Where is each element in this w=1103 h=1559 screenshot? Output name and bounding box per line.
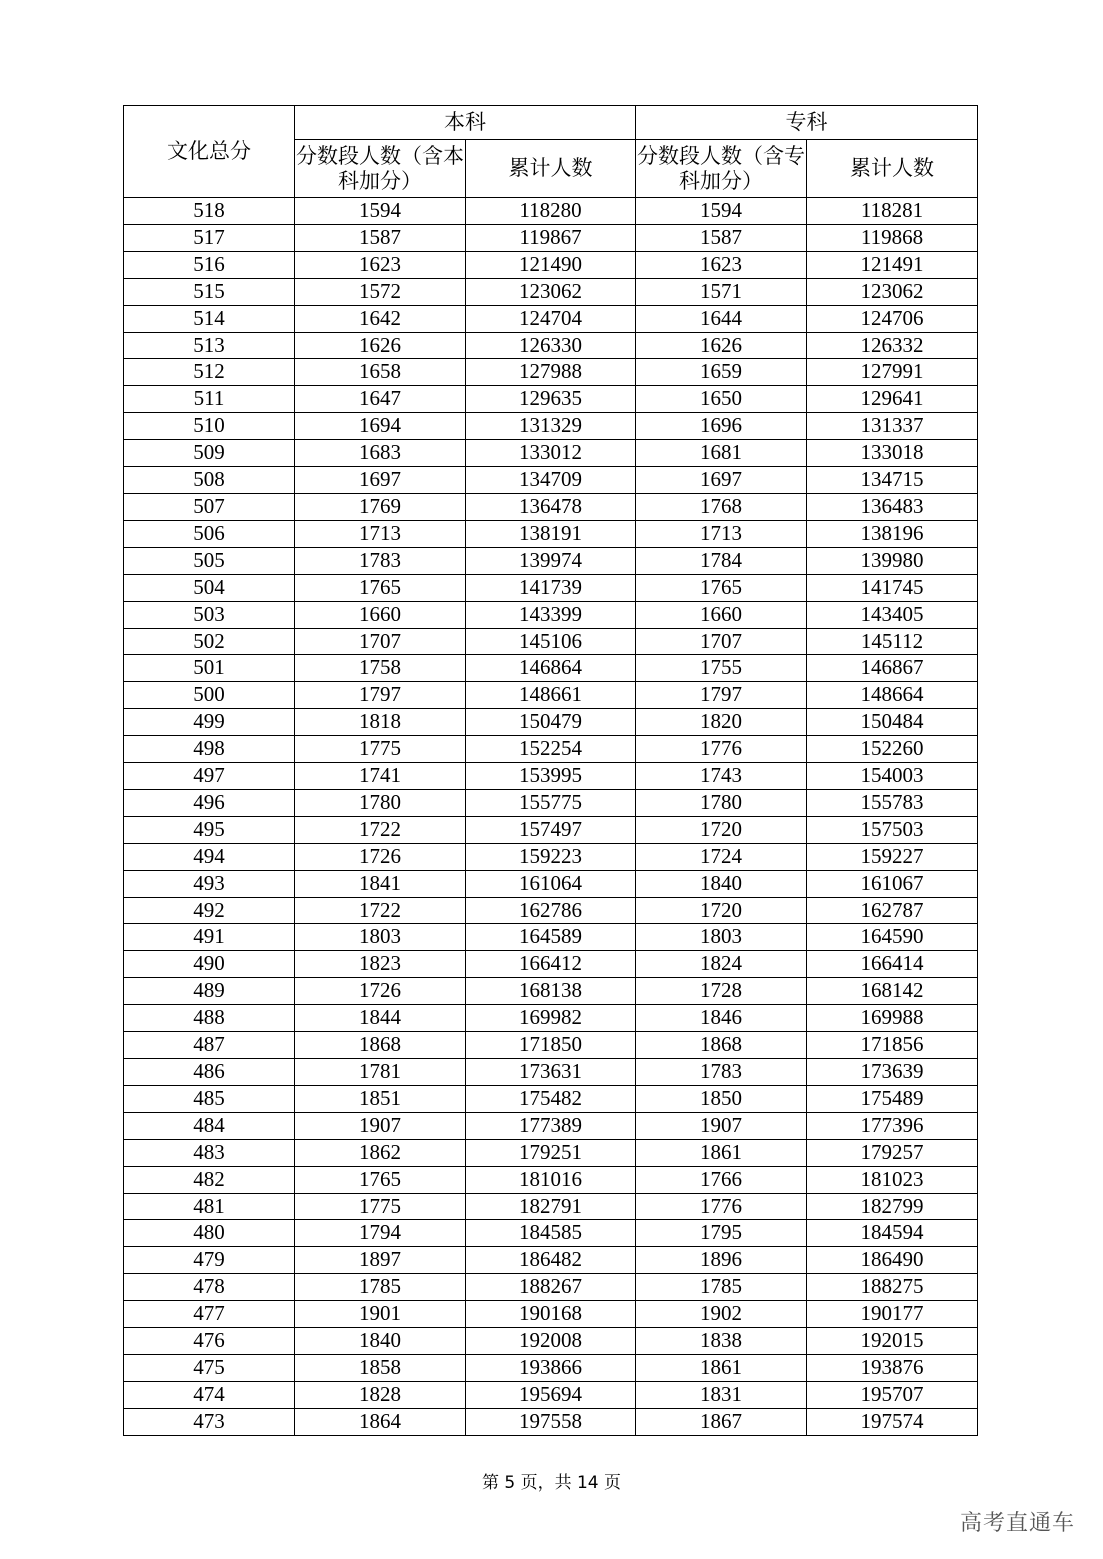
score-cell: 496 — [124, 789, 295, 816]
zhuanke-count-cell: 1755 — [636, 655, 807, 682]
benke-count-cell: 1844 — [295, 1005, 466, 1032]
score-cell: 487 — [124, 1032, 295, 1059]
zhuanke-count-cell: 1650 — [636, 386, 807, 413]
score-cell: 486 — [124, 1059, 295, 1086]
table-row — [124, 547, 978, 574]
header-zhuanke-cumulative: 累计人数 — [807, 140, 978, 198]
benke-count-cell: 1594 — [295, 198, 466, 225]
benke-count-cell: 1783 — [295, 547, 466, 574]
benke-count-cell: 1647 — [295, 386, 466, 413]
zhuanke-cumulative-cell: 134715 — [807, 467, 978, 494]
zhuanke-cumulative-cell: 171856 — [807, 1032, 978, 1059]
zhuanke-cumulative-cell: 133018 — [807, 440, 978, 467]
benke-count-cell: 1864 — [295, 1408, 466, 1435]
table-row — [124, 951, 978, 978]
table-row — [124, 1166, 978, 1193]
benke-cumulative-cell: 166412 — [466, 951, 636, 978]
table-row — [124, 1408, 978, 1435]
zhuanke-cumulative-cell: 197574 — [807, 1408, 978, 1435]
header-zhuanke-count: 分数段人数（含专科加分） — [636, 140, 807, 198]
benke-cumulative-cell: 127988 — [466, 359, 636, 386]
score-cell: 476 — [124, 1328, 295, 1355]
benke-cumulative-cell: 118280 — [466, 198, 636, 225]
benke-cumulative-cell: 157497 — [466, 816, 636, 843]
benke-cumulative-cell: 193866 — [466, 1354, 636, 1381]
score-cell: 474 — [124, 1381, 295, 1408]
score-cell: 493 — [124, 870, 295, 897]
zhuanke-cumulative-cell: 154003 — [807, 763, 978, 790]
benke-cumulative-cell: 145106 — [466, 628, 636, 655]
score-cell: 485 — [124, 1085, 295, 1112]
zhuanke-cumulative-cell: 161067 — [807, 870, 978, 897]
benke-cumulative-cell: 136478 — [466, 493, 636, 520]
score-cell: 517 — [124, 224, 295, 251]
zhuanke-count-cell: 1765 — [636, 574, 807, 601]
zhuanke-cumulative-cell: 175489 — [807, 1085, 978, 1112]
zhuanke-cumulative-cell: 136483 — [807, 493, 978, 520]
zhuanke-cumulative-cell: 168142 — [807, 978, 978, 1005]
table-row — [124, 359, 978, 386]
score-cell: 508 — [124, 467, 295, 494]
benke-count-cell: 1722 — [295, 897, 466, 924]
score-cell: 504 — [124, 574, 295, 601]
benke-cumulative-cell: 134709 — [466, 467, 636, 494]
score-cell: 505 — [124, 547, 295, 574]
zhuanke-cumulative-cell: 141745 — [807, 574, 978, 601]
benke-count-cell: 1862 — [295, 1139, 466, 1166]
table-row — [124, 709, 978, 736]
benke-count-cell: 1828 — [295, 1381, 466, 1408]
table-row — [124, 601, 978, 628]
score-cell: 473 — [124, 1408, 295, 1435]
zhuanke-count-cell: 1861 — [636, 1139, 807, 1166]
table-row — [124, 736, 978, 763]
benke-count-cell: 1897 — [295, 1247, 466, 1274]
benke-count-cell: 1623 — [295, 251, 466, 278]
zhuanke-count-cell: 1846 — [636, 1005, 807, 1032]
benke-cumulative-cell: 186482 — [466, 1247, 636, 1274]
zhuanke-cumulative-cell: 129641 — [807, 386, 978, 413]
zhuanke-count-cell: 1784 — [636, 547, 807, 574]
score-cell: 488 — [124, 1005, 295, 1032]
zhuanke-cumulative-cell: 164590 — [807, 924, 978, 951]
score-cell: 494 — [124, 843, 295, 870]
benke-count-cell: 1851 — [295, 1085, 466, 1112]
score-cell: 510 — [124, 413, 295, 440]
zhuanke-count-cell: 1850 — [636, 1085, 807, 1112]
zhuanke-count-cell: 1594 — [636, 198, 807, 225]
zhuanke-cumulative-cell: 139980 — [807, 547, 978, 574]
table-row — [124, 924, 978, 951]
benke-count-cell: 1775 — [295, 736, 466, 763]
zhuanke-cumulative-cell: 155783 — [807, 789, 978, 816]
table-row — [124, 1354, 978, 1381]
zhuanke-cumulative-cell: 192015 — [807, 1328, 978, 1355]
score-cell: 495 — [124, 816, 295, 843]
zhuanke-count-cell: 1795 — [636, 1220, 807, 1247]
zhuanke-cumulative-cell: 173639 — [807, 1059, 978, 1086]
watermark: 高考直通车 — [959, 1511, 1075, 1536]
zhuanke-cumulative-cell: 145112 — [807, 628, 978, 655]
score-cell: 513 — [124, 332, 295, 359]
benke-count-cell: 1775 — [295, 1193, 466, 1220]
table-header — [124, 106, 978, 198]
score-cell: 497 — [124, 763, 295, 790]
zhuanke-count-cell: 1868 — [636, 1032, 807, 1059]
score-cell: 509 — [124, 440, 295, 467]
zhuanke-count-cell: 1720 — [636, 816, 807, 843]
benke-cumulative-cell: 153995 — [466, 763, 636, 790]
benke-cumulative-cell: 146864 — [466, 655, 636, 682]
score-cell: 479 — [124, 1247, 295, 1274]
table-row — [124, 1085, 978, 1112]
zhuanke-cumulative-cell: 166414 — [807, 951, 978, 978]
benke-cumulative-cell: 181016 — [466, 1166, 636, 1193]
benke-cumulative-cell: 168138 — [466, 978, 636, 1005]
table-row — [124, 1247, 978, 1274]
score-cell: 507 — [124, 493, 295, 520]
score-cell: 503 — [124, 601, 295, 628]
zhuanke-cumulative-cell: 131337 — [807, 413, 978, 440]
benke-cumulative-cell: 143399 — [466, 601, 636, 628]
header-score: 文化总分 — [124, 106, 295, 198]
benke-count-cell: 1741 — [295, 763, 466, 790]
zhuanke-cumulative-cell: 121491 — [807, 251, 978, 278]
zhuanke-cumulative-cell: 123062 — [807, 278, 978, 305]
zhuanke-count-cell: 1838 — [636, 1328, 807, 1355]
benke-count-cell: 1626 — [295, 332, 466, 359]
score-cell: 515 — [124, 278, 295, 305]
benke-count-cell: 1707 — [295, 628, 466, 655]
benke-count-cell: 1769 — [295, 493, 466, 520]
zhuanke-count-cell: 1626 — [636, 332, 807, 359]
zhuanke-cumulative-cell: 188275 — [807, 1274, 978, 1301]
table-row — [124, 1274, 978, 1301]
zhuanke-cumulative-cell: 124706 — [807, 305, 978, 332]
benke-cumulative-cell: 126330 — [466, 332, 636, 359]
benke-cumulative-cell: 175482 — [466, 1085, 636, 1112]
table-row — [124, 1112, 978, 1139]
table-row — [124, 789, 978, 816]
header-zhuanke: 专科 — [636, 106, 978, 140]
table-row — [124, 386, 978, 413]
benke-count-cell: 1726 — [295, 843, 466, 870]
benke-count-cell: 1823 — [295, 951, 466, 978]
score-cell: 483 — [124, 1139, 295, 1166]
zhuanke-count-cell: 1743 — [636, 763, 807, 790]
zhuanke-count-cell: 1861 — [636, 1354, 807, 1381]
table-row — [124, 1328, 978, 1355]
benke-count-cell: 1794 — [295, 1220, 466, 1247]
zhuanke-count-cell: 1660 — [636, 601, 807, 628]
score-cell: 475 — [124, 1354, 295, 1381]
zhuanke-cumulative-cell: 152260 — [807, 736, 978, 763]
benke-count-cell: 1722 — [295, 816, 466, 843]
zhuanke-count-cell: 1697 — [636, 467, 807, 494]
benke-cumulative-cell: 139974 — [466, 547, 636, 574]
benke-cumulative-cell: 164589 — [466, 924, 636, 951]
benke-count-cell: 1797 — [295, 682, 466, 709]
zhuanke-cumulative-cell: 159227 — [807, 843, 978, 870]
zhuanke-count-cell: 1780 — [636, 789, 807, 816]
benke-cumulative-cell: 161064 — [466, 870, 636, 897]
page-footer: 第 5 页，共 14 页 — [481, 1473, 622, 1493]
benke-count-cell: 1758 — [295, 655, 466, 682]
table-row — [124, 493, 978, 520]
score-cell: 484 — [124, 1112, 295, 1139]
table-row — [124, 628, 978, 655]
zhuanke-cumulative-cell: 186490 — [807, 1247, 978, 1274]
zhuanke-count-cell: 1587 — [636, 224, 807, 251]
benke-count-cell: 1868 — [295, 1032, 466, 1059]
benke-count-cell: 1765 — [295, 1166, 466, 1193]
zhuanke-count-cell: 1696 — [636, 413, 807, 440]
table-row — [124, 1032, 978, 1059]
benke-cumulative-cell: 124704 — [466, 305, 636, 332]
zhuanke-count-cell: 1776 — [636, 1193, 807, 1220]
benke-cumulative-cell: 148661 — [466, 682, 636, 709]
benke-count-cell: 1765 — [295, 574, 466, 601]
benke-cumulative-cell: 155775 — [466, 789, 636, 816]
table-row — [124, 1139, 978, 1166]
benke-count-cell: 1858 — [295, 1354, 466, 1381]
zhuanke-count-cell: 1785 — [636, 1274, 807, 1301]
table-row — [124, 520, 978, 547]
benke-cumulative-cell: 179251 — [466, 1139, 636, 1166]
benke-count-cell: 1726 — [295, 978, 466, 1005]
score-cell: 489 — [124, 978, 295, 1005]
benke-cumulative-cell: 197558 — [466, 1408, 636, 1435]
score-cell: 518 — [124, 198, 295, 225]
zhuanke-count-cell: 1776 — [636, 736, 807, 763]
table-row — [124, 655, 978, 682]
benke-count-cell: 1572 — [295, 278, 466, 305]
table-row — [124, 1005, 978, 1032]
table-row — [124, 224, 978, 251]
benke-cumulative-cell: 162786 — [466, 897, 636, 924]
score-cell: 514 — [124, 305, 295, 332]
benke-cumulative-cell: 141739 — [466, 574, 636, 601]
table-row — [124, 1220, 978, 1247]
table-row — [124, 1381, 978, 1408]
table-row — [124, 278, 978, 305]
benke-count-cell: 1785 — [295, 1274, 466, 1301]
zhuanke-count-cell: 1840 — [636, 870, 807, 897]
table-row — [124, 1059, 978, 1086]
zhuanke-cumulative-cell: 193876 — [807, 1354, 978, 1381]
score-cell: 506 — [124, 520, 295, 547]
benke-cumulative-cell: 195694 — [466, 1381, 636, 1408]
benke-count-cell: 1642 — [295, 305, 466, 332]
benke-cumulative-cell: 173631 — [466, 1059, 636, 1086]
benke-cumulative-cell: 192008 — [466, 1328, 636, 1355]
zhuanke-count-cell: 1783 — [636, 1059, 807, 1086]
header-benke-cumulative: 累计人数 — [466, 140, 636, 198]
benke-cumulative-cell: 119867 — [466, 224, 636, 251]
score-cell: 491 — [124, 924, 295, 951]
score-cell: 516 — [124, 251, 295, 278]
score-cell: 492 — [124, 897, 295, 924]
zhuanke-cumulative-cell: 148664 — [807, 682, 978, 709]
benke-cumulative-cell: 169982 — [466, 1005, 636, 1032]
zhuanke-cumulative-cell: 150484 — [807, 709, 978, 736]
benke-count-cell: 1694 — [295, 413, 466, 440]
score-cell: 499 — [124, 709, 295, 736]
table-body — [124, 198, 978, 1436]
score-cell: 478 — [124, 1274, 295, 1301]
benke-cumulative-cell: 131329 — [466, 413, 636, 440]
score-cell: 480 — [124, 1220, 295, 1247]
benke-count-cell: 1840 — [295, 1328, 466, 1355]
zhuanke-cumulative-cell: 157503 — [807, 816, 978, 843]
zhuanke-count-cell: 1820 — [636, 709, 807, 736]
benke-count-cell: 1841 — [295, 870, 466, 897]
zhuanke-count-cell: 1659 — [636, 359, 807, 386]
table-row — [124, 816, 978, 843]
score-distribution-table — [123, 105, 978, 1436]
zhuanke-count-cell: 1803 — [636, 924, 807, 951]
zhuanke-cumulative-cell: 119868 — [807, 224, 978, 251]
table-row — [124, 897, 978, 924]
benke-count-cell: 1901 — [295, 1301, 466, 1328]
table-row — [124, 440, 978, 467]
table-row — [124, 682, 978, 709]
score-cell: 512 — [124, 359, 295, 386]
table-row — [124, 251, 978, 278]
zhuanke-count-cell: 1797 — [636, 682, 807, 709]
table-row — [124, 1301, 978, 1328]
header-benke-count: 分数段人数（含本科加分） — [295, 140, 466, 198]
zhuanke-cumulative-cell: 177396 — [807, 1112, 978, 1139]
benke-cumulative-cell: 123062 — [466, 278, 636, 305]
benke-count-cell: 1818 — [295, 709, 466, 736]
zhuanke-cumulative-cell: 146867 — [807, 655, 978, 682]
benke-cumulative-cell: 184585 — [466, 1220, 636, 1247]
table-row — [124, 332, 978, 359]
benke-cumulative-cell: 159223 — [466, 843, 636, 870]
benke-cumulative-cell: 152254 — [466, 736, 636, 763]
zhuanke-cumulative-cell: 138196 — [807, 520, 978, 547]
score-cell: 482 — [124, 1166, 295, 1193]
benke-cumulative-cell: 190168 — [466, 1301, 636, 1328]
score-cell: 481 — [124, 1193, 295, 1220]
zhuanke-cumulative-cell: 179257 — [807, 1139, 978, 1166]
benke-cumulative-cell: 133012 — [466, 440, 636, 467]
benke-cumulative-cell: 129635 — [466, 386, 636, 413]
zhuanke-cumulative-cell: 190177 — [807, 1301, 978, 1328]
score-cell: 477 — [124, 1301, 295, 1328]
zhuanke-cumulative-cell: 181023 — [807, 1166, 978, 1193]
benke-count-cell: 1697 — [295, 467, 466, 494]
score-cell: 511 — [124, 386, 295, 413]
benke-cumulative-cell: 188267 — [466, 1274, 636, 1301]
zhuanke-count-cell: 1867 — [636, 1408, 807, 1435]
zhuanke-cumulative-cell: 143405 — [807, 601, 978, 628]
zhuanke-cumulative-cell: 126332 — [807, 332, 978, 359]
zhuanke-count-cell: 1766 — [636, 1166, 807, 1193]
benke-count-cell: 1660 — [295, 601, 466, 628]
benke-count-cell: 1781 — [295, 1059, 466, 1086]
benke-count-cell: 1683 — [295, 440, 466, 467]
zhuanke-count-cell: 1713 — [636, 520, 807, 547]
zhuanke-cumulative-cell: 184594 — [807, 1220, 978, 1247]
score-cell: 498 — [124, 736, 295, 763]
zhuanke-count-cell: 1902 — [636, 1301, 807, 1328]
header-benke: 本科 — [295, 106, 636, 140]
benke-cumulative-cell: 150479 — [466, 709, 636, 736]
benke-count-cell: 1658 — [295, 359, 466, 386]
table-row — [124, 843, 978, 870]
zhuanke-count-cell: 1707 — [636, 628, 807, 655]
table-row — [124, 574, 978, 601]
zhuanke-count-cell: 1728 — [636, 978, 807, 1005]
zhuanke-cumulative-cell: 118281 — [807, 198, 978, 225]
benke-cumulative-cell: 171850 — [466, 1032, 636, 1059]
score-cell: 501 — [124, 655, 295, 682]
benke-count-cell: 1780 — [295, 789, 466, 816]
zhuanke-count-cell: 1644 — [636, 305, 807, 332]
table-row — [124, 1193, 978, 1220]
zhuanke-count-cell: 1824 — [636, 951, 807, 978]
zhuanke-count-cell: 1720 — [636, 897, 807, 924]
score-cell: 490 — [124, 951, 295, 978]
zhuanke-count-cell: 1724 — [636, 843, 807, 870]
table-row — [124, 198, 978, 225]
benke-count-cell: 1587 — [295, 224, 466, 251]
zhuanke-count-cell: 1907 — [636, 1112, 807, 1139]
score-cell: 502 — [124, 628, 295, 655]
benke-cumulative-cell: 182791 — [466, 1193, 636, 1220]
zhuanke-count-cell: 1896 — [636, 1247, 807, 1274]
zhuanke-cumulative-cell: 195707 — [807, 1381, 978, 1408]
table-row — [124, 763, 978, 790]
benke-cumulative-cell: 138191 — [466, 520, 636, 547]
score-cell: 500 — [124, 682, 295, 709]
table-row — [124, 413, 978, 440]
table-row — [124, 870, 978, 897]
zhuanke-cumulative-cell: 169988 — [807, 1005, 978, 1032]
benke-cumulative-cell: 177389 — [466, 1112, 636, 1139]
benke-count-cell: 1803 — [295, 924, 466, 951]
zhuanke-count-cell: 1623 — [636, 251, 807, 278]
zhuanke-count-cell: 1681 — [636, 440, 807, 467]
zhuanke-cumulative-cell: 127991 — [807, 359, 978, 386]
zhuanke-count-cell: 1831 — [636, 1381, 807, 1408]
table-row — [124, 305, 978, 332]
benke-count-cell: 1713 — [295, 520, 466, 547]
benke-count-cell: 1907 — [295, 1112, 466, 1139]
table-row — [124, 467, 978, 494]
zhuanke-cumulative-cell: 162787 — [807, 897, 978, 924]
zhuanke-count-cell: 1768 — [636, 493, 807, 520]
benke-cumulative-cell: 121490 — [466, 251, 636, 278]
zhuanke-cumulative-cell: 182799 — [807, 1193, 978, 1220]
table-row — [124, 978, 978, 1005]
zhuanke-count-cell: 1571 — [636, 278, 807, 305]
